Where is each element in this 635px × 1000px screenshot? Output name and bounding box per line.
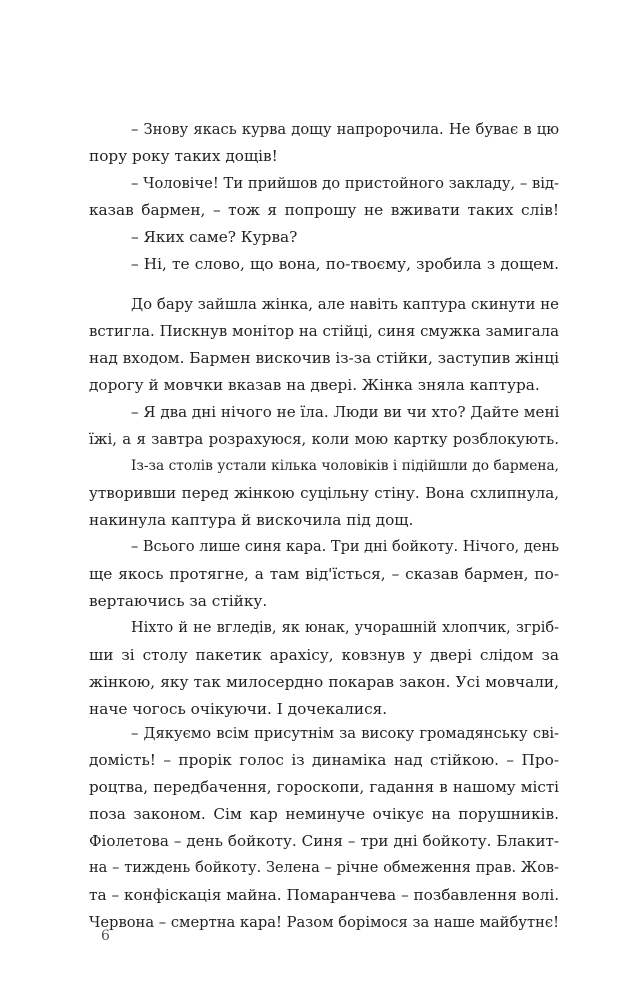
text-line: – Яких саме? Курва? (131, 228, 298, 246)
text-line: дорогу й мовчки вказав на двері. Жінка зняла каптура. (89, 376, 540, 394)
text-line: встигла. Пискнув монітор на стійці, синя смужка замигала (89, 322, 559, 340)
text-line: Фіолетова – день бойкоту. Синя – три дні бойкоту. Блакит- (89, 832, 559, 850)
text-block-dialogue (89, 116, 559, 278)
text-line: над входом. Бармен вискочив із-за стійки, заступив жінці (89, 349, 559, 367)
text-line: утворивши перед жінкою суцільну стіну. Вона схлипнула, (89, 484, 559, 502)
text-block-announcement (89, 720, 559, 936)
text-line: роцтва, передбачення, гороскопи, гадання в нашому місті (89, 778, 559, 796)
text-line: жінкою, яку так милосердно покарав закон. Усі мовчали, (89, 673, 559, 691)
text-line: казав бармен, – тож я попрошу не вживати таких слів! (89, 201, 559, 219)
text-line: – Чоловіче! Ти прийшов до пристойного закладу, – від- (131, 175, 559, 192)
page-number: 6 (101, 928, 110, 944)
text-line: домість! – прорік голос із динаміка над стійкою. – Про- (89, 751, 559, 769)
text-line: вертаючись за стійку. (89, 592, 268, 610)
text-line: – Я два дні нічого не їла. Люди ви чи хто? Дайте мені (131, 403, 560, 421)
text-line: – Ні, те слово, що вона, по-твоєму, зробила з дощем. (131, 255, 559, 273)
text-line: – Дякуємо всім присутнім за високу громадянську сві- (131, 725, 559, 742)
text-block-bar-scene (89, 291, 559, 723)
text-line: ще якось протягне, а там від'їсться, – сказав бармен, по- (89, 565, 559, 583)
text-line: Із-за столів устали кілька чоловіків і підійшли до бармена, (131, 458, 559, 474)
text-line: поза законом. Сім кар неминуче очікує на порушників. (89, 805, 559, 823)
text-line: Ніхто й не вгледів, як юнак, учорашній хлопчик, згріб- (131, 620, 559, 636)
text-line: – Всього лише синя кара. Три дні бойкоту. Нічого, день (131, 539, 559, 555)
text-line: Червона – смертна кара! Разом борімося за наше майбутнє! (89, 914, 559, 931)
text-line: – Знову якась курва дощу напророчила. Не буває в цю (131, 121, 559, 138)
text-line: їжі, а я завтра розрахуюся, коли мою картку розблокують. (89, 430, 559, 448)
text-line: на – тиждень бойкоту. Зелена – річне обмеження прав. Жов- (89, 860, 559, 876)
text-line: та – конфіскація майна. Помаранчева – позбавлення волі. (89, 886, 560, 904)
text-line: ши зі столу пакетик арахісу, ковзнув у двері слідом за (89, 646, 559, 664)
text-line: До бару зайшла жінка, але навіть каптура скинути не (131, 295, 559, 313)
text-line: наче чогось очікуючи. І дочекалися. (89, 700, 388, 718)
text-line: пору року таких дощів! (89, 147, 278, 165)
text-line: накинула каптура й вискочила під дощ. (89, 511, 414, 529)
